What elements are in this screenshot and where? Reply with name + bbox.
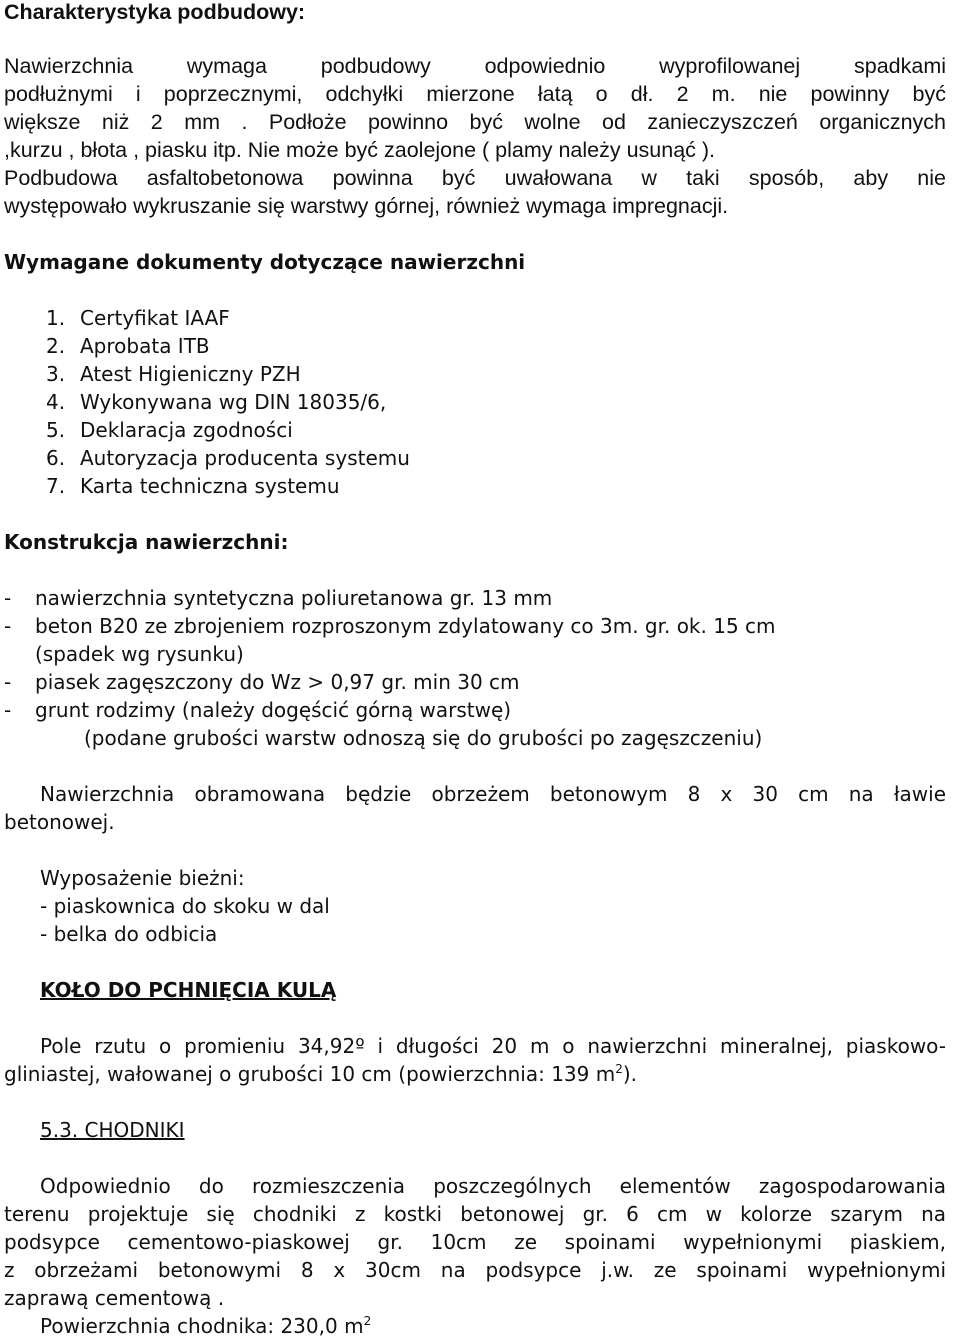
paragraph-line: Nawierzchnia obramowana będzie obrzeżem betonowym 8 x 30 cm na ławie xyxy=(40,782,946,806)
paragraph-line: Podbudowa asfaltobetonowa powinna być uwałowana w taki sposób, aby nie xyxy=(4,166,946,190)
list-item: - piasek zagęszczony do Wz > 0,97 gr. min 30 cm xyxy=(4,670,520,694)
construction-note: (podane grubości warstw odnoszą się do grubości po zagęszczeniu) xyxy=(84,726,763,750)
paragraph-line: betonowej. xyxy=(4,810,115,834)
paragraph-line: podsypce cementowo-piaskowej gr. 10cm ze spoinami wypełnionymi piaskiem, xyxy=(4,1230,946,1254)
section-heading-construction: Konstrukcja nawierzchni: xyxy=(4,530,289,554)
section-heading-sidewalks: 5.3. CHODNIKI xyxy=(40,1118,185,1142)
list-item: - piaskownica do skoku w dal xyxy=(40,894,330,918)
paragraph-line: zaprawą cementową . xyxy=(4,1286,225,1310)
list-item: - belka do odbicia xyxy=(40,922,218,946)
section-heading-subbase: Charakterystyka podbudowy: xyxy=(4,0,306,24)
area-line: Powierzchnia chodnika: 230,0 $m^2$ xyxy=(40,1314,372,1338)
list-item: 7. Karta techniczna systemu xyxy=(46,474,340,498)
list-item: 5. Deklaracja zgodności xyxy=(46,418,293,442)
paragraph-line: ,kurzu , błota , piasku itp. Nie może być zaolejone ( plamy należy usunąć ). xyxy=(4,138,716,162)
paragraph-line: Odpowiednio do rozmieszczenia poszczególnych elementów zagospodarowania xyxy=(40,1174,946,1198)
equipment-title: Wyposażenie bieżni: xyxy=(40,866,245,890)
list-item: 6. Autoryzacja producenta systemu xyxy=(46,446,410,470)
list-item: - nawierzchnia syntetyczna poliuretanowa gr. 13 mm xyxy=(4,586,553,610)
list-item: 4. Wykonywana wg DIN 18035/6, xyxy=(46,390,387,414)
list-item: (spadek wg rysunku) xyxy=(35,642,244,666)
list-item: 1. Certyfikat IAAF xyxy=(46,306,230,330)
paragraph-line: gliniastej, wałowanej o grubości 10 cm (powierzchnia: 139 $m^2$). xyxy=(4,1062,638,1086)
paragraph-line: większe niż 2 mm . Podłoże powinno być wolne od zanieczyszczeń organicznych xyxy=(4,110,946,134)
paragraph-line: występowało wykruszanie się warstwy górnej, również wymaga impregnacji. xyxy=(4,194,729,218)
paragraph-line: Nawierzchnia wymaga podbudowy odpowiednio wyprofilowanej spadkami xyxy=(4,54,946,78)
paragraph-line: terenu projektuje się chodniki z kostki betonowej gr. 6 cm w kolorze szarym na xyxy=(4,1202,946,1226)
list-item: 3. Atest Higieniczny PZH xyxy=(46,362,301,386)
superscript: 2 xyxy=(615,1062,623,1076)
paragraph-line: podłużnymi i poprzecznymi, odchyłki mierzone łatą o dł. 2 m. nie powinny być xyxy=(4,82,946,106)
paragraph-line: z obrzeżami betonowymi 8 x 30cm na podsypce j.w. ze spoinami wypełnionymi xyxy=(4,1258,946,1282)
list-item: 2. Aprobata ITB xyxy=(46,334,210,358)
paragraph-line: Pole rzutu o promieniu 34,92º i długości 20 m o nawierzchni mineralnej, piaskowo- xyxy=(40,1034,946,1058)
section-heading-documents: Wymagane dokumenty dotyczące nawierzchni xyxy=(4,250,526,274)
section-heading-shotput: KOŁO DO PCHNIĘCIA KULĄ xyxy=(40,978,337,1002)
superscript: 2 xyxy=(363,1314,372,1328)
list-item: - beton B20 ze zbrojeniem rozproszonym zdylatowany co 3m. gr. ok. 15 cm xyxy=(4,614,776,638)
list-item: - grunt rodzimy (należy dogęścić górną warstwę) xyxy=(4,698,512,722)
